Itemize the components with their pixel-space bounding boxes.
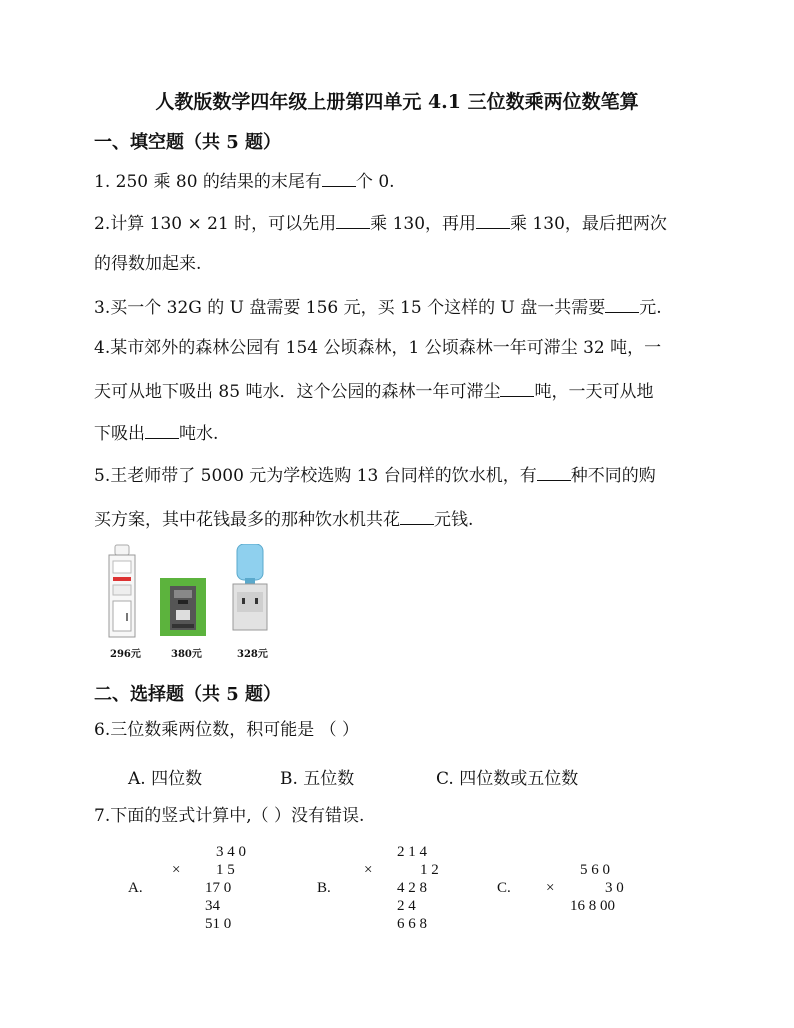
calc-a-line: 51 0 bbox=[205, 916, 232, 932]
calc-c-line: 5 6 0 bbox=[580, 862, 610, 878]
answer-blank[interactable] bbox=[476, 214, 510, 229]
water-dispenser-white-icon bbox=[106, 543, 138, 643]
water-dispenser-bottle-icon bbox=[231, 544, 269, 638]
option-b-label[interactable]: B. bbox=[317, 880, 331, 896]
calc-a-line: 17 0 bbox=[205, 880, 232, 896]
question-5-line1: 5.王老师带了 5000 元为学校选购 13 台同样的饮水机，有 种不同的购 bbox=[94, 466, 656, 486]
answer-blank[interactable] bbox=[400, 510, 434, 525]
calc-c-line: 3 0 bbox=[605, 880, 624, 896]
section-heading-fill-blank: 一、填空题（共 5 题） bbox=[94, 132, 282, 153]
price-label: 380元 bbox=[171, 649, 202, 660]
calc-b-line: 4 2 8 bbox=[397, 880, 427, 896]
calc-a-line: 3 4 0 bbox=[216, 844, 246, 860]
option-a-label[interactable]: A. bbox=[128, 880, 143, 896]
calc-b-line: 2 1 4 bbox=[397, 844, 427, 860]
question-7: 7.下面的竖式计算中,（ ）没有错误. bbox=[94, 806, 365, 826]
option-c[interactable]: C. 四位数或五位数 bbox=[436, 769, 579, 789]
answer-blank[interactable] bbox=[605, 298, 639, 313]
calc-a-line: 34 bbox=[205, 898, 220, 914]
option-c-label[interactable]: C. bbox=[497, 880, 511, 896]
times-sign: × bbox=[172, 862, 181, 878]
question-3: 3.买一个 32G 的 U 盘需要 156 元，买 15 个这样的 U 盘一共需要 元. bbox=[94, 298, 662, 318]
water-dispenser-green-icon bbox=[160, 578, 206, 640]
option-b[interactable]: B. 五位数 bbox=[280, 769, 355, 789]
calc-c-line: 16 8 00 bbox=[570, 898, 615, 914]
answer-blank[interactable] bbox=[336, 214, 370, 229]
price-label: 296元 bbox=[110, 649, 141, 660]
question-2-line2: 的得数加起来. bbox=[94, 254, 202, 274]
answer-blank[interactable] bbox=[322, 172, 356, 187]
question-4-line2: 天可从地下吸出 85 吨水．这个公园的森林一年可滞尘 吨，一天可从地 bbox=[94, 382, 654, 402]
question-4-line1: 4.某市郊外的森林公园有 154 公顷森林，1 公顷森林一年可滞尘 32 吨，一 bbox=[94, 338, 662, 358]
times-sign: × bbox=[364, 862, 373, 878]
calc-a-line: 1 5 bbox=[216, 862, 235, 878]
answer-blank[interactable] bbox=[500, 382, 534, 397]
page-title: 人教版数学四年级上册第四单元 4.1 三位数乘两位数笔算 bbox=[155, 91, 639, 113]
calc-b-line: 1 2 bbox=[420, 862, 439, 878]
option-a[interactable]: A. 四位数 bbox=[128, 769, 203, 789]
question-6: 6.三位数乘两位数，积可能是 （ ） bbox=[94, 720, 360, 740]
question-2: 2.计算 130 × 21 时，可以先用 乘 130，再用 乘 130，最后把两次 bbox=[94, 214, 667, 234]
calc-b-line: 2 4 bbox=[397, 898, 416, 914]
times-sign: × bbox=[546, 880, 555, 896]
calc-b-line: 6 6 8 bbox=[397, 916, 427, 932]
question-1: 1. 250 乘 80 的结果的末尾有 个 0. bbox=[94, 172, 395, 192]
question-4-line3: 下吸出 吨水. bbox=[94, 424, 219, 444]
question-5-line2: 买方案，其中花钱最多的那种饮水机共花 元钱. bbox=[94, 510, 474, 530]
section-heading-multiple-choice: 二、选择题（共 5 题） bbox=[94, 684, 282, 705]
answer-blank[interactable] bbox=[145, 424, 179, 439]
price-label: 328元 bbox=[237, 649, 268, 660]
answer-blank[interactable] bbox=[537, 466, 571, 481]
